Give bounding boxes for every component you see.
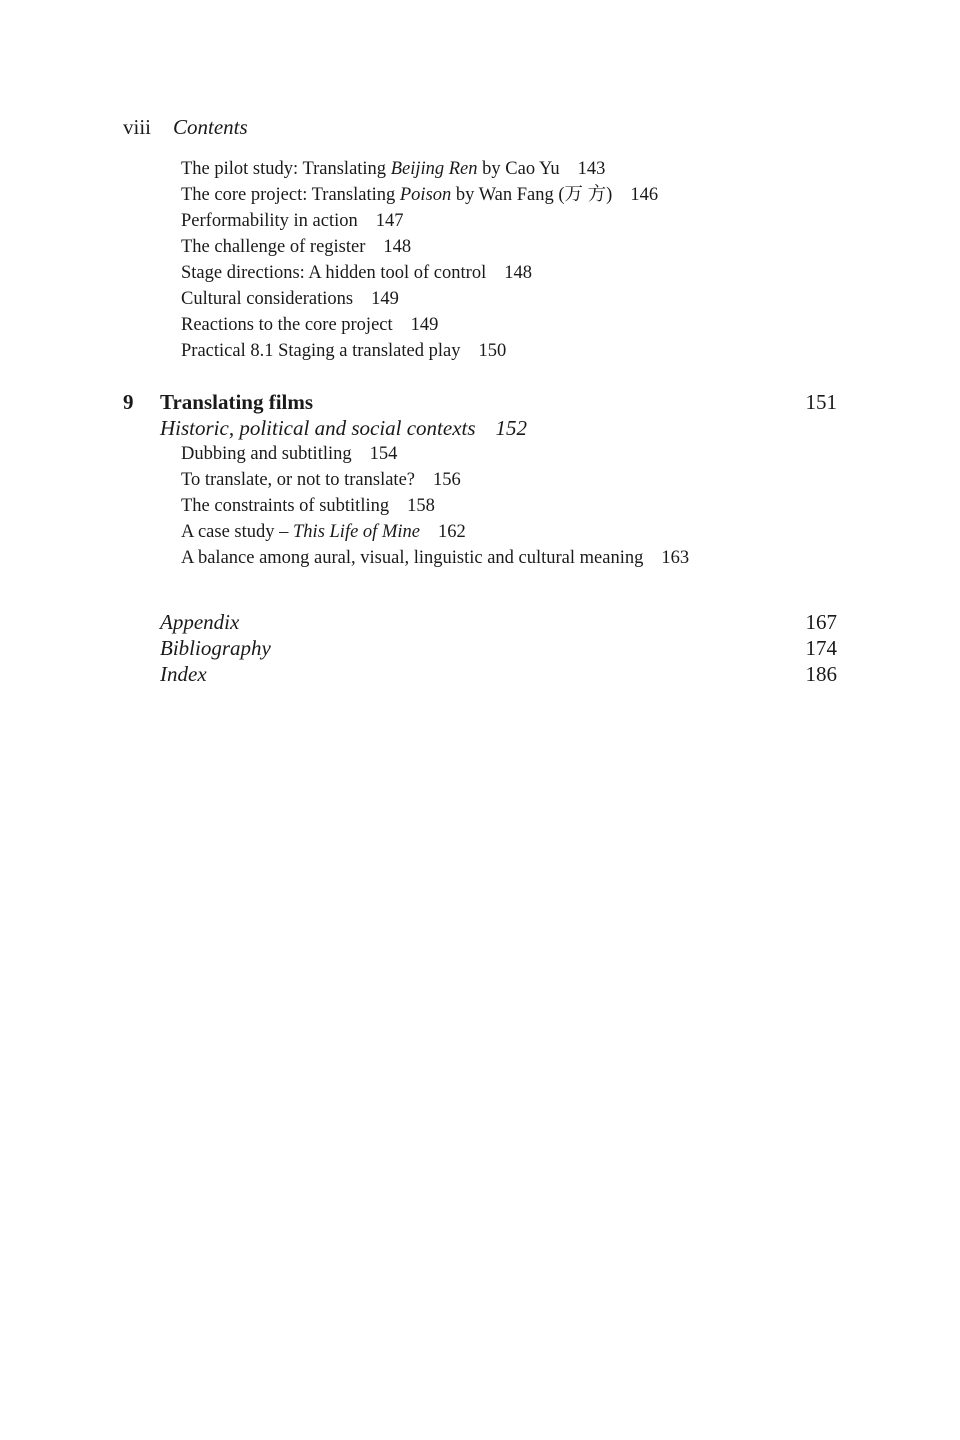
toc-entry-page: 156 [433, 470, 461, 490]
back-matter-page: 174 [805, 636, 837, 660]
back-matter-title: Index [160, 662, 207, 686]
toc-entry [181, 312, 658, 338]
toc-entry [181, 441, 689, 467]
toc-entry-page: 162 [437, 522, 466, 542]
toc-entry-text: To translate, or not to translate? [181, 470, 415, 490]
back-matter-entry [160, 635, 837, 661]
toc-entry-text: Performability in action [181, 211, 358, 231]
back-matter-title: Appendix [160, 610, 240, 634]
toc-entry-page: 154 [369, 444, 398, 464]
back-matter-entry [160, 661, 837, 687]
toc-entry-page: 149 [371, 289, 399, 309]
toc-entry [181, 234, 658, 260]
running-header [123, 114, 248, 140]
toc-entry-page: 150 [478, 341, 507, 361]
toc-entry-page: 143 [577, 159, 606, 179]
toc-entry-page: 146 [630, 185, 659, 205]
toc-entry [181, 208, 658, 234]
toc-entry-text: A balance among aural, visual, linguistic and cultural meaning [181, 548, 644, 568]
toc-entry-text: A case study – [181, 522, 294, 542]
toc-entry-text-after: by Cao Yu [477, 159, 560, 179]
toc-entry-text: The core project: Translating [181, 185, 400, 205]
toc-entry [181, 493, 689, 519]
chapter-page: 151 [805, 390, 837, 414]
toc-entry [181, 286, 658, 312]
toc-entry-page: 149 [410, 315, 439, 335]
toc-entry-text: Practical 8.1 Staging a translated play [181, 341, 461, 361]
toc-entry-page: 148 [383, 237, 412, 257]
toc-entry-text: The challenge of register [181, 237, 366, 257]
back-matter-page: 186 [805, 662, 837, 686]
toc-entry-text: Dubbing and subtitling [181, 444, 352, 464]
toc-entry-text: Stage directions: A hidden tool of control [181, 263, 487, 283]
toc-entry [181, 519, 689, 545]
section-heading [160, 414, 527, 442]
section-title: Historic, political and social contexts [160, 416, 476, 440]
toc-entry-text-after: by Wan Fang (万 方) [451, 185, 613, 205]
toc-entry [181, 260, 658, 286]
toc-entry-page: 158 [407, 496, 435, 516]
toc-entry-page: 147 [375, 211, 404, 231]
toc-entry-page: 163 [661, 548, 690, 568]
toc-entry-text: The constraints of subtitling [181, 496, 390, 516]
toc-entry-italic: Beijing Ren [390, 159, 478, 179]
chapter-number: 9 [123, 390, 134, 414]
toc-entry-text: The pilot study: Translating [181, 159, 391, 179]
toc-entry-italic: Poison [399, 185, 452, 205]
page-folio: viii [123, 115, 152, 139]
chapter-8-entry-list [181, 156, 658, 364]
toc-entry-text: Reactions to the core project [181, 315, 393, 335]
back-matter-title: Bibliography [160, 636, 271, 660]
toc-entry-italic: This Life of Mine [293, 522, 420, 542]
chapter-heading [123, 388, 837, 416]
toc-entry [181, 467, 689, 493]
toc-entry [181, 156, 658, 182]
back-matter-list [160, 609, 837, 687]
toc-entry [181, 182, 658, 208]
toc-entry [181, 545, 689, 571]
toc-entry-page: 148 [504, 263, 532, 283]
running-header-title: Contents [173, 115, 248, 139]
chapter-title: Translating films [160, 390, 314, 414]
toc-entry-text: Cultural considerations [181, 289, 354, 309]
section-page: 152 [495, 416, 528, 440]
chapter-9-entry-list [181, 441, 689, 571]
back-matter-page: 167 [805, 610, 837, 634]
back-matter-entry [160, 609, 837, 635]
toc-entry [181, 338, 658, 364]
